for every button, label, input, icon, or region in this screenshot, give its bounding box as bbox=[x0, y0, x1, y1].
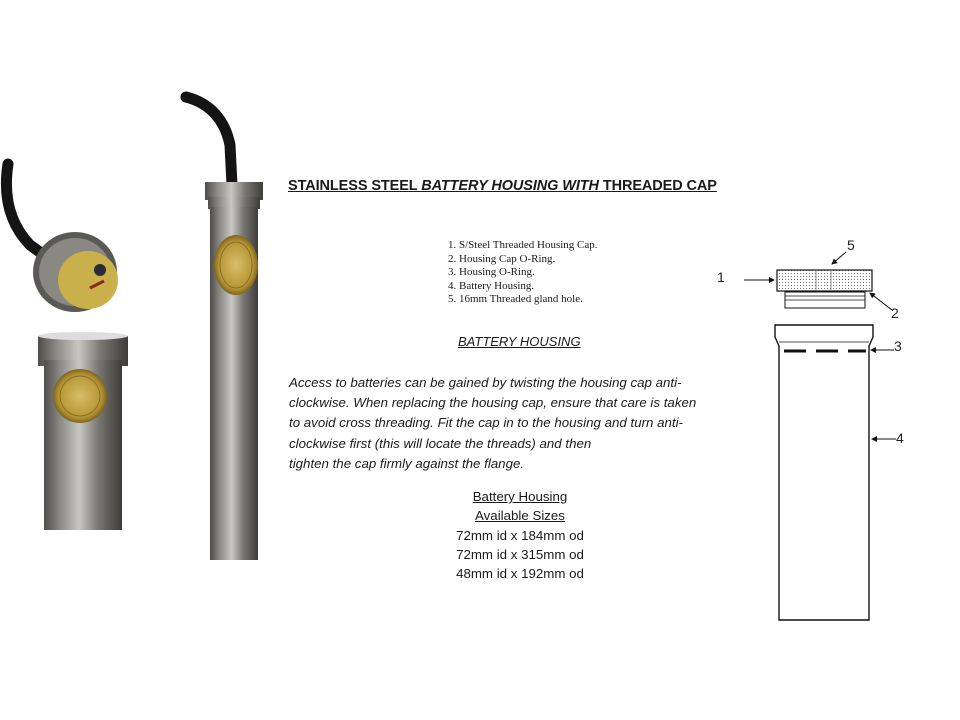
parts-list-item: 3. Housing O-Ring. bbox=[448, 266, 535, 279]
battery-housing bbox=[775, 325, 873, 620]
diagram-label-2: 2 bbox=[891, 305, 899, 321]
housing-diagram bbox=[700, 230, 940, 630]
size-item: 72mm id x 184mm od bbox=[456, 527, 584, 543]
diagram-label-4: 4 bbox=[896, 430, 904, 446]
title-part-2: BATTERY HOUSING WITH bbox=[421, 178, 599, 194]
sizes-heading-2: Available Sizes bbox=[475, 508, 565, 524]
parts-list-item: 1. S/Steel Threaded Housing Cap. bbox=[448, 239, 598, 251]
parts-list-item: 5. 16mm Threaded gland hole. bbox=[448, 293, 583, 306]
instructions-paragraph bbox=[289, 373, 744, 474]
section-heading: BATTERY HOUSING bbox=[458, 334, 581, 349]
diagram-label-5: 5 bbox=[847, 237, 855, 253]
instruction-line: clockwise. When replacing the housing cap, ensure that care is taken bbox=[289, 395, 697, 411]
instruction-line: to avoid cross threading. Fit the cap in to the housing and turn anti- bbox=[289, 415, 683, 431]
parts-list-item: 4. Battery Housing. bbox=[448, 279, 535, 292]
title-part-1: STAINLESS STEEL bbox=[288, 178, 422, 194]
parts-list-item: 2. Housing Cap O-Ring. bbox=[448, 252, 556, 265]
diagram-label-1: 1 bbox=[717, 269, 725, 285]
assembled-housing-photo bbox=[170, 85, 280, 565]
sizes-block bbox=[440, 487, 600, 583]
instruction-line: tighten the cap firmly against the flange. bbox=[289, 455, 525, 471]
instruction-line: Access to batteries can be gained by twisting the housing cap anti- bbox=[289, 375, 682, 390]
instruction-line: clockwise first (this will locate the threads) and then bbox=[289, 435, 592, 451]
page-title bbox=[288, 178, 717, 194]
size-item: 72mm id x 315mm od bbox=[456, 546, 584, 562]
size-item: 48mm id x 192mm od bbox=[456, 566, 584, 582]
title-part-3: THREADED CAP bbox=[598, 178, 717, 194]
parts-list bbox=[448, 239, 598, 307]
threaded-cap bbox=[777, 270, 872, 291]
disassembled-housing-photo bbox=[0, 150, 140, 540]
diagram-label-3: 3 bbox=[894, 338, 902, 354]
sizes-heading-1: Battery Housing bbox=[472, 489, 568, 504]
